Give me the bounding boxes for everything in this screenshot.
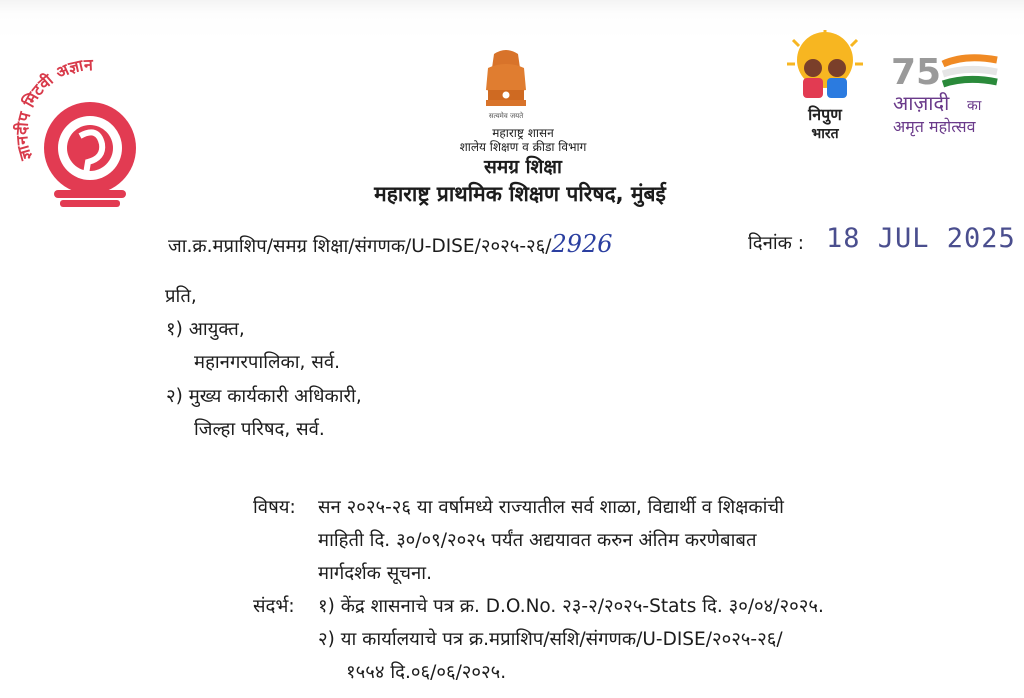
recipient2-line1: २) मुख्य कार्यकारी अधिकारी,: [166, 386, 362, 407]
reference-number: [168, 230, 613, 258]
reference2-line1: २) या कार्यालयाचे पत्र क्र.मप्राशिप/सशि/संगणक/U-DISE/२०२५-२६/: [318, 629, 783, 650]
samagra-shiksha-logo: [10, 40, 170, 215]
azadi-line2: अमृत महोत्सव: [893, 117, 976, 136]
emblem-motto: सत्यमेव जयते: [488, 112, 524, 120]
recipient1-line2: महानगरपालिका, सर्व.: [194, 352, 340, 373]
azadi-line1: आज़ादी: [893, 91, 950, 115]
azadi-ka-amrit-mahotsav-logo: [885, 44, 1015, 144]
logo-arc-text: ज्ञानदीप मिटवी अज्ञान: [12, 55, 94, 163]
azadi-number: 75: [891, 52, 942, 93]
subject-line1: सन २०२५-२६ या वर्षामध्ये राज्यातील सर्व शाळा, विद्यार्थी व शिक्षकांची: [318, 497, 784, 518]
handwritten-number: 2926: [551, 230, 613, 258]
recipient1-line1: १) आयुक्त,: [166, 319, 245, 340]
nipun-line2: भारत: [811, 126, 839, 142]
national-emblem-icon: [478, 46, 534, 122]
date-label: दिनांक :: [748, 233, 804, 254]
azadi-line1b: का: [967, 98, 982, 114]
subject-line3: मार्गदर्शक सूचना.: [318, 563, 432, 584]
to-label: प्रति,: [165, 286, 197, 307]
reference-number-prefix: जा.क्र.मप्राशिप/समग्र शिक्षा/संगणक/U-DISE/२०२५-२६/: [168, 236, 552, 257]
header-line2: शालेय शिक्षण व क्रीडा विभाग: [459, 140, 587, 154]
header-line1: महाराष्ट्र शासन: [492, 126, 554, 140]
header-line3: समग्र शिक्षा: [484, 156, 562, 178]
references-label: संदर्भ:: [253, 596, 295, 617]
date-stamp: 18 JUL 2025: [826, 223, 1016, 254]
nipun-bharat-logo: [775, 30, 875, 150]
nipun-line1: निपुण: [808, 105, 842, 124]
reference2-line2: १५५४ दि.०६/०६/२०२५.: [346, 662, 507, 683]
reference1: १) केंद्र शासनाचे पत्र क्र. D.O.No. २३-२/२०२५-Stats दि. ३०/०४/२०२५.: [318, 596, 824, 617]
recipient2-line2: जिल्हा परिषद, सर्व.: [194, 419, 325, 440]
header-line4: महाराष्ट्र प्राथमिक शिक्षण परिषद, मुंबई: [374, 182, 666, 206]
subject-label: विषय:: [253, 497, 296, 518]
subject-line2: माहिती दि. ३०/०९/२०२५ पर्यंत अद्ययावत करुन अंतिम करणेबाबत: [318, 530, 757, 551]
